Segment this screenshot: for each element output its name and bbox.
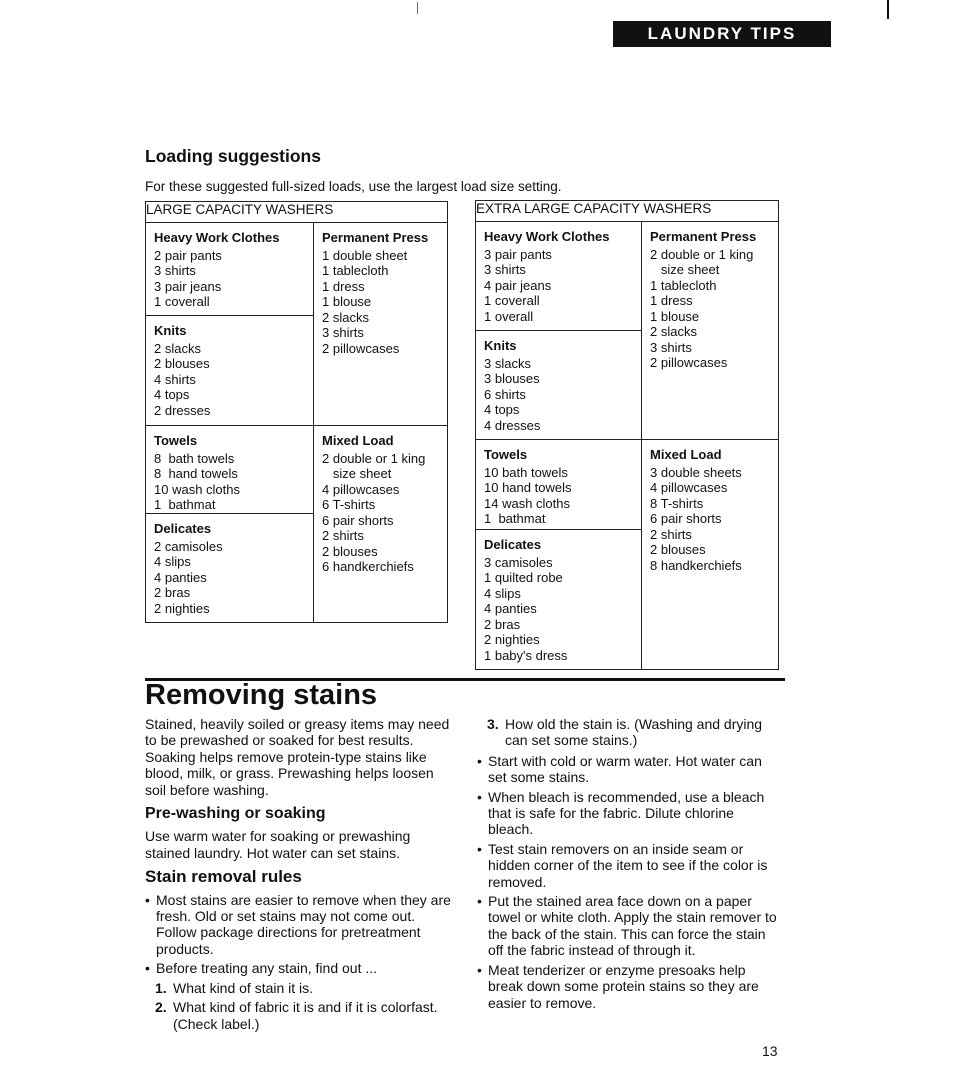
- list-item: 2 pillowcases: [650, 355, 728, 370]
- list-item: 2 shirts: [650, 526, 692, 542]
- list-item: 2 blouses: [154, 356, 210, 371]
- bullet-item: [145, 892, 457, 958]
- item-number: 2.: [155, 999, 167, 1016]
- list-item: 3 pair jeans: [154, 278, 222, 294]
- large-capacity-table: [145, 201, 448, 623]
- bullet-dot-icon: •: [477, 752, 482, 769]
- numbered-item: [145, 980, 457, 996]
- list-item: 2 nighties: [484, 632, 540, 647]
- list-item: 1 coverall: [154, 294, 210, 309]
- bullet-item: [477, 962, 782, 1011]
- list-item: 1 blouse: [322, 294, 372, 309]
- list-item: 4 panties: [154, 569, 207, 585]
- list-item: 4 panties: [484, 601, 537, 616]
- list-item: 1 blouse: [650, 308, 700, 324]
- list-item: 2 blouses: [650, 542, 706, 557]
- numbered-text: What kind of stain it is.: [173, 979, 314, 996]
- large-capacity-title: LARGE CAPACITY WASHERS: [146, 202, 448, 223]
- bullet-text: Put the stained area face down on a paper towel or white cloth. Apply the stain remover to the back of the stain. This can force the stain off the fabric instead of through it.: [488, 893, 777, 959]
- bullet-item: [477, 841, 782, 890]
- list-item: 2 bras: [484, 616, 521, 632]
- list-item: 8 T-shirts: [650, 495, 704, 511]
- large-delicates-group: [146, 514, 313, 622]
- list-item: 6 shirts: [484, 386, 526, 402]
- list-item: 2 double or 1 king: [650, 246, 754, 262]
- bullet-item: [477, 789, 782, 838]
- numbered-text: What kind of fabric it is and if it is colorfast. (Check label.): [173, 999, 438, 1032]
- group-title: Knits: [484, 338, 517, 353]
- list-item: 2 pillowcases: [322, 340, 400, 356]
- group-title: Delicates: [484, 537, 542, 552]
- section-header-label: LAUNDRY TIPS: [647, 24, 797, 43]
- extra-delicates-group: [476, 530, 641, 669]
- numbered-text: How old the stain is. (Washing and drying can set some stains.): [505, 716, 763, 749]
- list-item: 6 pair shorts: [322, 512, 394, 528]
- extra-left-cell-bottom: [476, 440, 642, 670]
- list-item: 10 hand towels: [484, 480, 572, 495]
- bullet-dot-icon: •: [145, 960, 150, 977]
- list-item: 6 handkerchiefs: [322, 559, 414, 574]
- large-permanent-press-cell: [314, 223, 448, 426]
- prewash-heading: Pre-washing or soaking: [145, 805, 326, 823]
- group-title: Heavy Work Clothes: [154, 230, 280, 245]
- group-title: Heavy Work Clothes: [484, 229, 610, 244]
- large-permanent-press-group: [314, 223, 447, 362]
- numbered-item: [145, 999, 457, 1032]
- group-title: Permanent Press: [322, 230, 429, 245]
- list-item: 2 bras: [154, 585, 191, 600]
- list-item: 10 bath towels: [484, 464, 568, 480]
- list-item: 1 bathmat: [484, 511, 546, 526]
- group-title: Permanent Press: [650, 229, 757, 244]
- list-item: 1 dress: [650, 293, 693, 308]
- list-item: 3 shirts: [484, 262, 526, 277]
- list-item: 1 dress: [322, 278, 365, 294]
- extra-towels-group: [476, 440, 641, 530]
- list-item: 10 wash cloths: [154, 481, 240, 497]
- bullet-dot-icon: •: [477, 961, 482, 978]
- list-item: 2 slacks: [322, 309, 369, 325]
- list-item: 1 coverall: [484, 293, 540, 308]
- extra-permanent-press-group: [642, 222, 778, 377]
- list-item: 3 shirts: [650, 339, 692, 355]
- list-item: 8 handkerchiefs: [650, 557, 742, 573]
- group-title: Mixed Load: [322, 433, 394, 448]
- stains-left-column: [145, 716, 457, 1035]
- bullet-text: Test stain removers on an inside seam or hidden corner of the item to see if the color is removed.: [488, 840, 768, 890]
- list-item: 4 slips: [484, 585, 521, 601]
- extra-large-capacity-table: [475, 200, 779, 670]
- bullet-text: Before treating any stain, find out ...: [156, 960, 378, 977]
- list-item: 4 tops: [484, 402, 520, 417]
- stain-rules-heading: Stain removal rules: [145, 867, 302, 887]
- extra-permanent-press-cell: [642, 222, 779, 440]
- extra-mixed-load-group: [642, 440, 778, 579]
- list-item: 1 baby's dress: [484, 647, 568, 663]
- list-item: 4 dresses: [484, 417, 541, 433]
- extra-large-capacity-title: EXTRA LARGE CAPACITY WASHERS: [476, 201, 779, 222]
- bullet-dot-icon: •: [477, 840, 482, 857]
- list-item: size sheet: [650, 262, 720, 277]
- extra-heavy-work-group: [476, 222, 641, 331]
- stains-right-column: [477, 716, 782, 1014]
- list-item: 2 camisoles: [154, 538, 223, 554]
- list-item: 3 pair pants: [484, 246, 552, 262]
- list-item: 2 shirts: [322, 528, 364, 543]
- numbered-item: [477, 716, 782, 749]
- bullet-text: Meat tenderizer or enzyme presoaks help break down some protein stains so they are easier to remove.: [488, 961, 759, 1011]
- large-mixed-load-cell: [314, 426, 448, 623]
- list-item: 4 pillowcases: [650, 480, 728, 495]
- large-mixed-load-group: [314, 426, 447, 581]
- list-item: 2 dresses: [154, 402, 211, 418]
- extra-mixed-load-cell: [642, 440, 779, 670]
- group-title: Mixed Load: [650, 447, 722, 462]
- removing-stains-heading: Removing stains: [145, 679, 378, 711]
- list-item: 3 shirts: [154, 263, 196, 278]
- list-item: 3 camisoles: [484, 554, 553, 570]
- list-item: size sheet: [322, 466, 392, 481]
- bullet-item: [477, 893, 782, 959]
- list-item: 3 blouses: [484, 371, 540, 386]
- list-item: 6 pair shorts: [650, 511, 722, 526]
- group-title: Towels: [154, 433, 198, 448]
- list-item: 3 double sheets: [650, 464, 742, 480]
- crop-mark-top-center: [417, 2, 418, 14]
- stains-intro-paragraph: Stained, heavily soiled or greasy items may need to be prewashed or soaked for best results. Soaking helps remove protein-type stains like blood, milk, or grass. Prewashing helps loosen soil before washing.: [145, 716, 450, 798]
- list-item: 1 double sheet: [322, 247, 408, 263]
- bullet-text: Start with cold or warm water. Hot water can set some stains.: [488, 752, 762, 786]
- list-item: 1 overall: [484, 308, 534, 324]
- list-item: 1 bathmat: [154, 497, 216, 512]
- list-item: 4 shirts: [154, 371, 196, 387]
- loading-suggestions-heading: Loading suggestions: [145, 146, 321, 166]
- list-item: 1 quilted robe: [484, 570, 563, 585]
- group-title: Delicates: [154, 521, 212, 536]
- list-item: 3 shirts: [322, 325, 364, 340]
- large-knits-group: [146, 316, 313, 424]
- bullet-dot-icon: •: [145, 891, 150, 908]
- large-left-cell-top: [146, 223, 314, 426]
- bullet-text: When bleach is recommended, use a bleach that is safe for the fabric. Dilute chlorine bleach.: [488, 788, 765, 838]
- list-item: 4 slips: [154, 554, 191, 569]
- crop-mark-top-right: [887, 0, 889, 19]
- large-left-cell-bottom: [146, 426, 314, 623]
- group-title: Towels: [484, 447, 528, 462]
- bullet-item: [477, 753, 782, 786]
- item-number: 3.: [487, 716, 499, 732]
- list-item: 2 slacks: [650, 324, 697, 339]
- list-item: 2 slacks: [154, 340, 201, 356]
- list-item: 1 tablecloth: [650, 277, 717, 293]
- list-item: 8 hand towels: [154, 466, 238, 481]
- list-item: 2 pair pants: [154, 247, 222, 263]
- list-item: 2 blouses: [322, 543, 378, 559]
- list-item: 3 slacks: [484, 355, 531, 371]
- list-item: 4 pair jeans: [484, 277, 552, 293]
- large-heavy-work-group: [146, 223, 313, 316]
- list-item: 14 wash cloths: [484, 495, 570, 511]
- group-title: Knits: [154, 323, 187, 338]
- bullet-item: [145, 960, 457, 976]
- large-towels-group: [146, 426, 313, 514]
- list-item: 4 tops: [154, 387, 190, 402]
- list-item: 8 bath towels: [154, 450, 235, 466]
- list-item: 2 nighties: [154, 600, 210, 616]
- list-item: 6 T-shirts: [322, 497, 376, 512]
- item-number: 1.: [155, 979, 167, 996]
- extra-knits-group: [476, 331, 641, 439]
- bullet-text: Most stains are easier to remove when they are fresh. Old or set stains may not come out. Follow package directions for pretreatment products.: [156, 891, 451, 957]
- prewash-paragraph: Use warm water for soaking or prewashing stained laundry. Hot water can set stains.: [145, 828, 411, 861]
- bullet-dot-icon: •: [477, 893, 482, 910]
- list-item: 2 double or 1 king: [322, 450, 426, 466]
- page-number: 13: [762, 1043, 778, 1059]
- loading-intro-text: For these suggested full-sized loads, use the largest load size setting.: [145, 179, 562, 194]
- list-item: 4 pillowcases: [322, 481, 400, 497]
- section-header-badge: [613, 21, 831, 47]
- bullet-dot-icon: •: [477, 788, 482, 805]
- list-item: 1 tablecloth: [322, 263, 389, 278]
- extra-left-cell-top: [476, 222, 642, 440]
